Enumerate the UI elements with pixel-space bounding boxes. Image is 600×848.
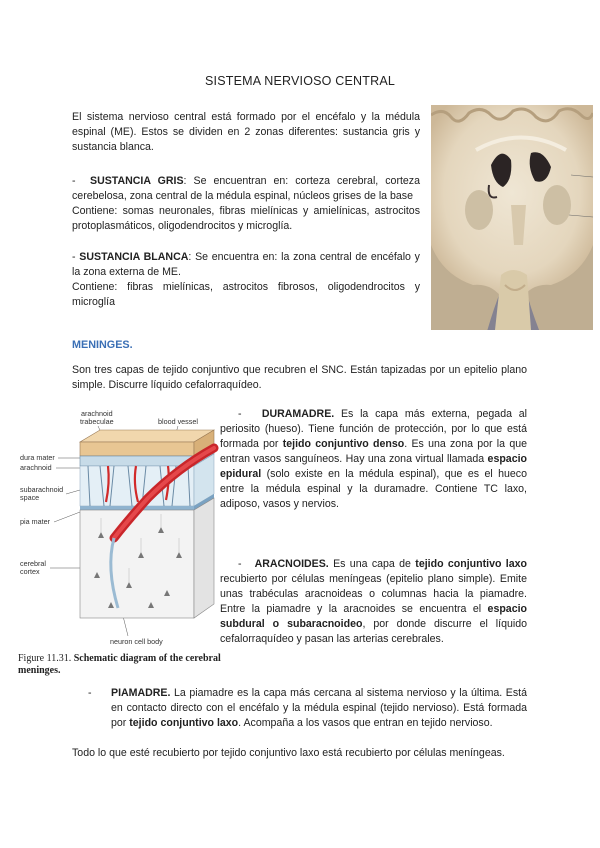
label-blood-vessel: blood vessel bbox=[158, 417, 198, 426]
meninges-intro: Son tres capas de tejido conjuntivo que recubren el SNC. Están tapizadas por un epitelio plano simple. Discurre líquido cefalorraquídeo. bbox=[72, 364, 527, 391]
aracnoides-text-2: recubierto por células meníngeas (epitelio plano simple). Emite unas trabéculas aracnoideas o columnas hacia la piamadre. Entre la piamadre y la aracnoides se encuentra el bbox=[220, 573, 527, 615]
brain-coronal-section-image bbox=[431, 105, 593, 330]
sustancia-blanca-contiene: Contiene: fibras mielínicas, astrocitos fibrosos, oligodendrocitos y microglía bbox=[72, 281, 420, 308]
bullet-dash: - bbox=[238, 408, 242, 420]
aracnoides-bold-1: tejido conjuntivo laxo bbox=[415, 558, 527, 570]
duramadre-text-2: . Es una zona por la que entran vasos sanguíneos. Hay una zona virtual llamada bbox=[220, 438, 527, 465]
label-cerebral-2: cortex bbox=[20, 567, 40, 576]
sustancia-blanca-location: : Se encuentra en: la zona central de encéfalo y la zona externa de ME. bbox=[72, 251, 420, 278]
piamadre-text-1: La piamadre es la capa más cercana al sistema nervioso y la última. Está en contacto directo con el encéfalo y la médula espinal (tejido nervioso). Está formada por bbox=[111, 687, 527, 729]
final-paragraph: Todo lo que esté recubierto por tejido conjuntivo laxo está recubierto por células meníngeas. bbox=[72, 747, 505, 759]
sustancia-blanca-block bbox=[72, 250, 420, 310]
bullet-dash: - bbox=[72, 175, 76, 187]
label-dura-mater: dura mater bbox=[20, 453, 55, 462]
duramadre-bold-2: espacio epidural bbox=[220, 453, 527, 480]
sustancia-blanca-text bbox=[72, 250, 420, 280]
figure-caption bbox=[18, 653, 228, 677]
piamadre-bold-1: tejido conjuntivo laxo bbox=[129, 717, 239, 729]
duramadre-text-3: (solo existe en la médula espinal), que es el hueco entre la médula espinal y la duramadre. Contiene TC laxo, adiposo, vasos y nervios. bbox=[220, 468, 527, 510]
bullet-dash: - bbox=[72, 251, 76, 263]
label-arachnoid-trabeculae-1: arachnoid bbox=[81, 409, 113, 418]
label-subarachnoid-2: space bbox=[20, 493, 40, 502]
label-subarachnoid-1: subarachnoid bbox=[20, 485, 64, 494]
figure-caption-number: Figure 11.31. bbox=[18, 653, 72, 664]
aracnoides-text-1: Es una capa de bbox=[328, 558, 416, 570]
label-neuron-cell-body: neuron cell body bbox=[110, 637, 163, 646]
aracnoides-paragraph bbox=[220, 557, 527, 647]
aracnoides-label: ARACNOIDES. bbox=[254, 558, 329, 570]
piamadre-text-2: . Acompaña a los vasos que entran en tejido nervioso. bbox=[238, 717, 493, 729]
piamadre-label: PIAMADRE. bbox=[111, 687, 171, 699]
meninges-diagram bbox=[18, 408, 220, 648]
duramadre-bold-1: tejido conjuntivo denso bbox=[282, 438, 405, 450]
sustancia-gris-text bbox=[72, 174, 420, 204]
duramadre-text-1: Es la capa más externa, pegada al periosito (hueso). Tiene función de protección, por lo que está formada por bbox=[220, 408, 527, 450]
intro-paragraph: El sistema nervioso central está formado por el encéfalo y la médula espinal (ME). Estos se dividen en 2 zonas diferentes: sustancia gris y sustancia blanca. bbox=[72, 111, 420, 153]
meninges-heading: MENINGES. bbox=[72, 339, 133, 351]
label-arachnoid-trabeculae-2: trabeculae bbox=[80, 417, 114, 426]
aracnoides-bold-2: espacio subdural o subaracnoideo bbox=[220, 603, 527, 630]
duramadre-paragraph bbox=[220, 407, 527, 512]
sustancia-gris-label: SUSTANCIA GRIS bbox=[90, 175, 184, 187]
sustancia-gris-location: : Se encuentran en: corteza cerebral, corteza cerebelosa, zona central de la médula espinal, núcleos grises de la base bbox=[72, 175, 420, 202]
bullet-dash: - bbox=[238, 558, 242, 570]
piamadre-paragraph bbox=[111, 686, 527, 731]
sustancia-gris-block bbox=[72, 174, 420, 234]
page-title: SISTEMA NERVIOSO CENTRAL bbox=[204, 74, 396, 88]
duramadre-label: DURAMADRE. bbox=[261, 408, 335, 420]
bullet-dash: - bbox=[88, 687, 92, 699]
label-arachnoid: arachnoid bbox=[20, 463, 52, 472]
label-pia-mater: pia mater bbox=[20, 517, 50, 526]
figure-caption-text: Schematic diagram of the cerebral meninges. bbox=[18, 653, 221, 676]
sustancia-gris-contiene: Contiene: somas neuronales, fibras mielínicas y amielínicas, astrocitos protoplasmáticos, oligodendrocitos y microglía. bbox=[72, 205, 420, 232]
sustancia-blanca-label: SUSTANCIA BLANCA bbox=[79, 251, 189, 263]
aracnoides-text-3: , por donde discurre el líquido cefalorraquídeo y pasan las arterias cerebrales. bbox=[220, 618, 527, 645]
label-cerebral-1: cerebral bbox=[20, 559, 46, 568]
